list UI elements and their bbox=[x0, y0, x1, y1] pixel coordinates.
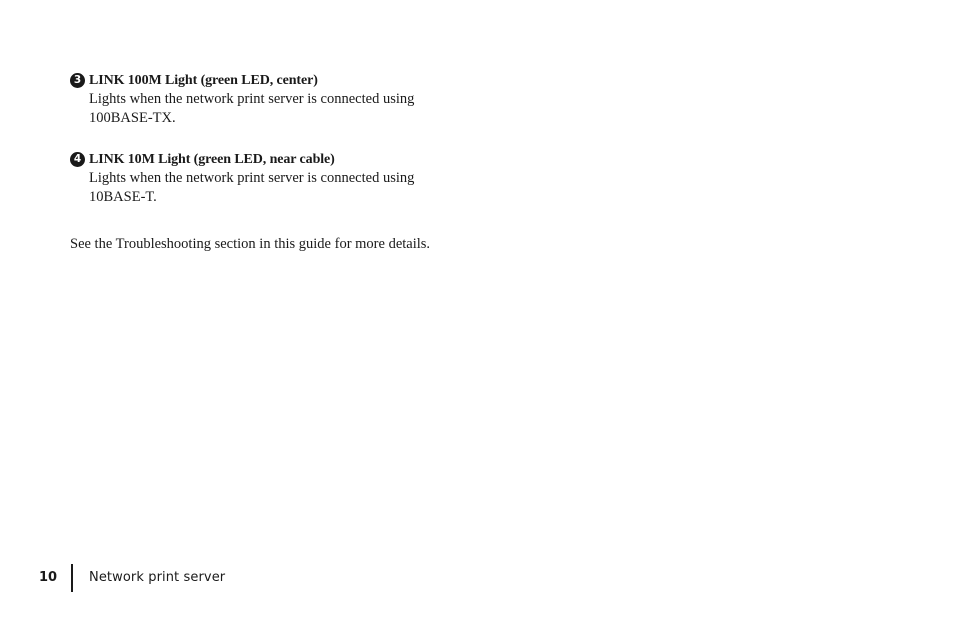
item-description bbox=[89, 169, 490, 207]
item-description bbox=[89, 90, 490, 128]
item-heading-text: LINK 10M Light (green LED, near cable) bbox=[89, 152, 335, 167]
item-description-line: Lights when the network print server is connected using bbox=[89, 170, 415, 186]
item-heading bbox=[70, 150, 490, 169]
troubleshooting-note: See the Troubleshooting section in this guide for more details. bbox=[70, 236, 431, 252]
item-heading bbox=[70, 71, 490, 90]
page-footer bbox=[0, 564, 954, 592]
circled-number-icon: 4 bbox=[70, 152, 85, 167]
footer-title: Network print server bbox=[89, 570, 226, 585]
led-item-link-100m bbox=[70, 71, 490, 128]
circled-number-icon: 3 bbox=[70, 73, 85, 88]
page-number: 10 bbox=[39, 570, 58, 585]
item-description-line: 100BASE-TX. bbox=[89, 110, 176, 126]
item-heading-text: LINK 100M Light (green LED, center) bbox=[89, 73, 318, 88]
led-item-link-10m bbox=[70, 150, 490, 207]
item-description-line: 10BASE-T. bbox=[89, 189, 157, 205]
footer-divider bbox=[71, 564, 73, 592]
item-description-line: Lights when the network print server is connected using bbox=[89, 91, 415, 107]
